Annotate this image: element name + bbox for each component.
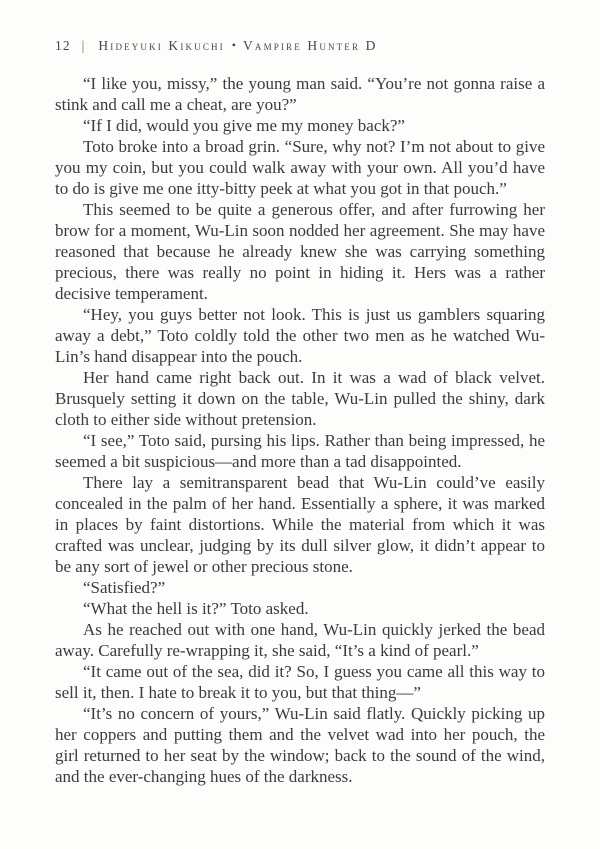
paragraph: “I like you, missy,” the young man said. “You’re not gonna raise a stink and call me a cheat, are you?” [55,74,545,114]
page-number: 12 [55,38,71,53]
paragraph: “It’s no concern of yours,” Wu-Lin said flatly. Quickly picking up her coppers and putting them and the velvet wad into her pouch, the girl returned to her seat by the window; back to the sound of the wind, and the ever-changing hues of the darkness. [55,704,545,786]
running-head-title: Vampire Hunter D [243,38,378,53]
header-bullet: • [231,38,236,52]
paragraph: “If I did, would you give me my money back?” [83,116,405,135]
paragraph: “Hey, you guys better not look. This is just us gamblers squaring away a debt,” Toto coldly told the other two men as he watched Wu-Lin’s hand disappear into the pouch. [55,305,545,366]
header-separator: | [81,38,85,53]
paragraph: “What the hell is it?” Toto asked. [83,599,309,618]
paragraph: Her hand came right back out. In it was a wad of black velvet. Brusquely setting it down on the table, Wu-Lin pulled the shiny, dark cloth to either side without pretension. [55,368,545,429]
page-body [55,73,545,787]
paragraph: “Satisfied?” [83,578,166,597]
running-head-author: Hideyuki Kikuchi [98,38,225,53]
paragraph: As he reached out with one hand, Wu-Lin quickly jerked the bead away. Carefully re-wrapping it, she said, “It’s a kind of pearl.” [55,620,545,660]
running-head [55,38,545,54]
paragraph: There lay a semitransparent bead that Wu-Lin could’ve easily concealed in the palm of her hand. Essentially a sphere, it was marked in places by faint distortions. While the material from which it was crafted was unclear, judging by its dull silver glow, it didn’t appear to be any sort of jewel or other precious stone. [55,473,545,576]
paragraph: This seemed to be quite a generous offer, and after furrowing her brow for a moment, Wu-Lin soon nodded her agreement. She may have reasoned that because he already knew she was carrying something precious, there was really no point in hiding it. Hers was a rather decisive temperament. [55,200,545,303]
paragraph: “It came out of the sea, did it? So, I guess you came all this way to sell it, then. I hate to break it to you, but that thing—” [55,662,545,702]
paragraph: “I see,” Toto said, pursing his lips. Rather than being impressed, he seemed a bit suspicious—and more than a tad disappointed. [55,431,545,471]
paragraph: Toto broke into a broad grin. “Sure, why not? I’m not about to give you my coin, but you could walk away with your own. All you’d have to do is give me one itty-bitty peek at what you got in that pouch.” [55,137,545,198]
